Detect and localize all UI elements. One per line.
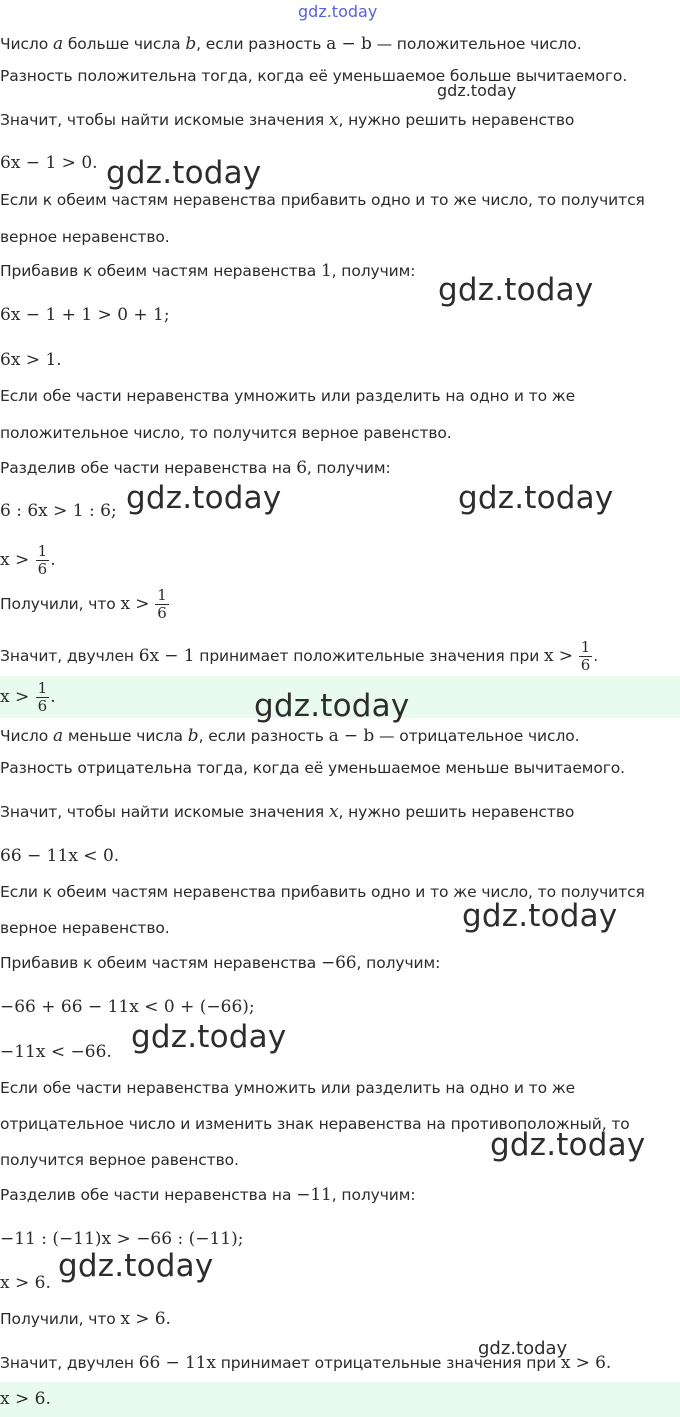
text-line: Прибавив к обеим частям неравенства 1, получим: — [0, 261, 416, 281]
text-line: Значит, чтобы найти искомые значения x, нужно решить неравенство — [0, 802, 575, 822]
math-line: 6x > 1. — [0, 350, 62, 370]
text-line: Разделив обе части неравенства на −11, получим: — [0, 1185, 416, 1205]
text-line: верное неравенство. — [0, 919, 170, 937]
text-line: Получили, что x > $\frac{1}{6}$ — [0, 586, 167, 622]
answer-2: x > 6. — [0, 1389, 51, 1409]
fraction: $\frac{1}{6}$ — [37, 542, 48, 578]
text-line: Значит, двучлен 6x − 1 принимает положительные значения при x > $\frac{1}{6}$ . — [0, 638, 599, 674]
text-line: Число a больше числа b, если разность a − b — положительное число. — [0, 34, 582, 54]
text-line: Если обе части неравенства умножить или разделить на одно и то же — [0, 387, 576, 405]
text-line: Получили, что x > 6. — [0, 1309, 171, 1329]
text-line: отрицательное число и изменить знак неравенства на противоположный, то — [0, 1115, 630, 1133]
fraction: $\frac{1}{6}$ — [157, 586, 167, 622]
fraction: $\frac{1}{6}$ — [580, 638, 591, 674]
math-line: −66 + 66 − 11x < 0 + (−66); — [0, 997, 255, 1017]
math-line: 6x − 1 + 1 > 0 + 1; — [0, 305, 170, 325]
text-line: Прибавив к обеим частям неравенства −66, получим: — [0, 953, 441, 973]
watermark: gdz.today — [58, 1248, 214, 1284]
text-line: Если к обеим частям неравенства прибавить одно и то же число, то получится — [0, 883, 645, 901]
text-line: Если обе части неравенства умножить или разделить на одно и то же — [0, 1079, 576, 1097]
text-line: Значит, чтобы найти искомые значения x, нужно решить неравенство — [0, 110, 575, 130]
text-line: Число a меньше числа b, если разность a − b — отрицательное число. — [0, 726, 580, 746]
watermark: gdz.today — [298, 2, 378, 21]
watermark: gdz.today — [458, 480, 614, 516]
math-line: −11x < −66. — [0, 1042, 112, 1062]
watermark: gdz.today — [126, 480, 282, 516]
watermark: gdz.today — [437, 81, 517, 100]
watermark: gdz.today — [254, 688, 410, 724]
watermark: gdz.today — [490, 1127, 646, 1163]
answer-1: x > $\frac{1}{6}$ . — [0, 679, 56, 715]
math-line: x > 6. — [0, 1273, 51, 1293]
math-line: 6 : 6x > 1 : 6; — [0, 501, 117, 521]
text-line: верное неравенство. — [0, 228, 170, 246]
math-line: −11 : (−11)x > −66 : (−11); — [0, 1229, 244, 1249]
watermark: gdz.today — [438, 272, 594, 308]
watermark: gdz.today — [462, 898, 618, 934]
watermark: gdz.today — [106, 155, 262, 191]
text-line: Разделив обе части неравенства на 6, получим: — [0, 458, 391, 478]
text-line: Значит, двучлен 66 − 11x принимает отрицательные значения при x > 6. — [0, 1353, 612, 1373]
watermark: gdz.today — [131, 1019, 287, 1055]
text-line: положительное число, то получится верное равенство. — [0, 424, 452, 442]
text-line: Если к обеим частям неравенства прибавить одно и то же число, то получится — [0, 191, 645, 209]
math-line: 6x − 1 > 0. — [0, 153, 98, 173]
fraction: $\frac{1}{6}$ — [37, 679, 48, 715]
math-line: 66 − 11x < 0. — [0, 846, 120, 866]
watermark: gdz.today — [478, 1338, 568, 1359]
text-line: получится верное равенство. — [0, 1151, 239, 1169]
text-line: Разность положительна тогда, когда её уменьшаемое больше вычитаемого. — [0, 67, 628, 85]
math-line: x > $\frac{1}{6}$ . — [0, 542, 56, 578]
text-line: Разность отрицательна тогда, когда её уменьшаемое меньше вычитаемого. — [0, 759, 625, 777]
